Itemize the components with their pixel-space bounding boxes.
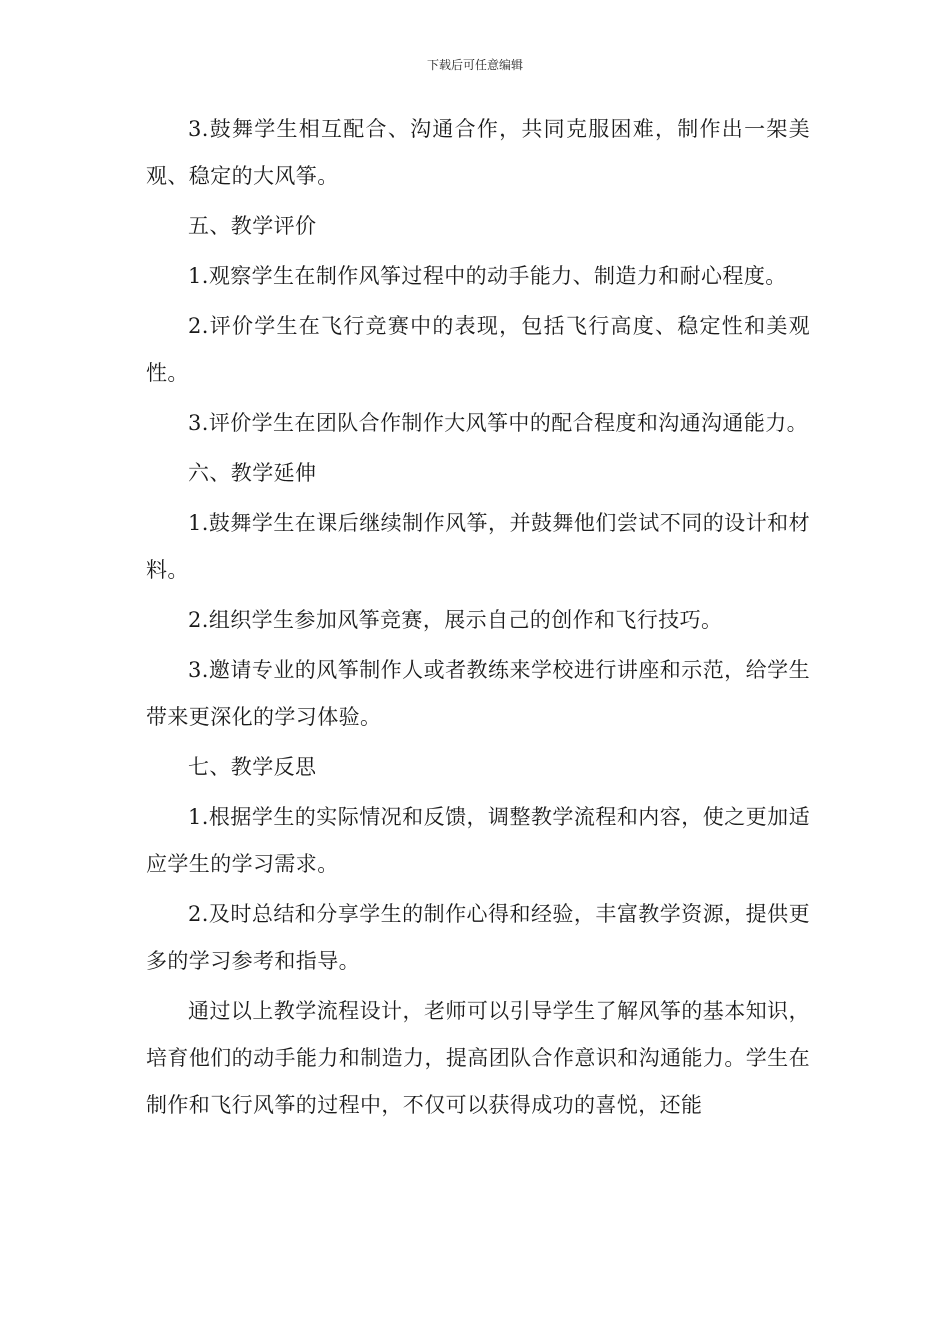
section-heading-evaluation: 五、教学评价 bbox=[188, 214, 317, 238]
paragraph-evaluation-3: 3.评价学生在团队合作制作大风筝中的配合程度和沟通沟通能力。 bbox=[188, 411, 809, 435]
page-header: 下载后可任意编辑 bbox=[426, 58, 523, 72]
paragraph-reflection-1: 1.根据学生的实际情况和反馈，调整教学流程和内容，使之更加适应学生的学习需求。 bbox=[146, 805, 810, 876]
paragraph-extension-1: 1.鼓舞学生在课后继续制作风筝，并鼓舞他们尝试不同的设计和材料。 bbox=[146, 511, 810, 582]
section-heading-reflection: 七、教学反思 bbox=[188, 755, 317, 779]
paragraph-evaluation-2: 2.评价学生在飞行竞赛中的表现，包括飞行高度、稳定性和美观性。 bbox=[146, 314, 810, 385]
document-body bbox=[146, 106, 810, 1132]
paragraph-conclusion: 通过以上教学流程设计，老师可以引导学生了解风筝的基本知识，培育他们的动手能力和制造力，提高团队合作意识和沟通能力。学生在制作和飞行风筝的过程中，不仅可以获得成功的喜悦，还能 bbox=[146, 999, 810, 1117]
paragraph-evaluation-1: 1.观察学生在制作风筝过程中的动手能力、制造力和耐心程度。 bbox=[188, 264, 787, 288]
paragraph-goal-3: 3.鼓舞学生相互配合、沟通合作，共同克服困难，制作出一架美观、稳定的大风筝。 bbox=[146, 117, 810, 188]
section-heading-extension: 六、教学延伸 bbox=[188, 461, 317, 485]
paragraph-extension-3: 3.邀请专业的风筝制作人或者教练来学校进行讲座和示范，给学生带来更深化的学习体验。 bbox=[146, 658, 810, 729]
paragraph-reflection-2: 2.及时总结和分享学生的制作心得和经验，丰富教学资源，提供更多的学习参考和指导。 bbox=[146, 902, 810, 973]
paragraph-extension-2: 2.组织学生参加风筝竞赛，展示自己的创作和飞行技巧。 bbox=[188, 608, 723, 632]
